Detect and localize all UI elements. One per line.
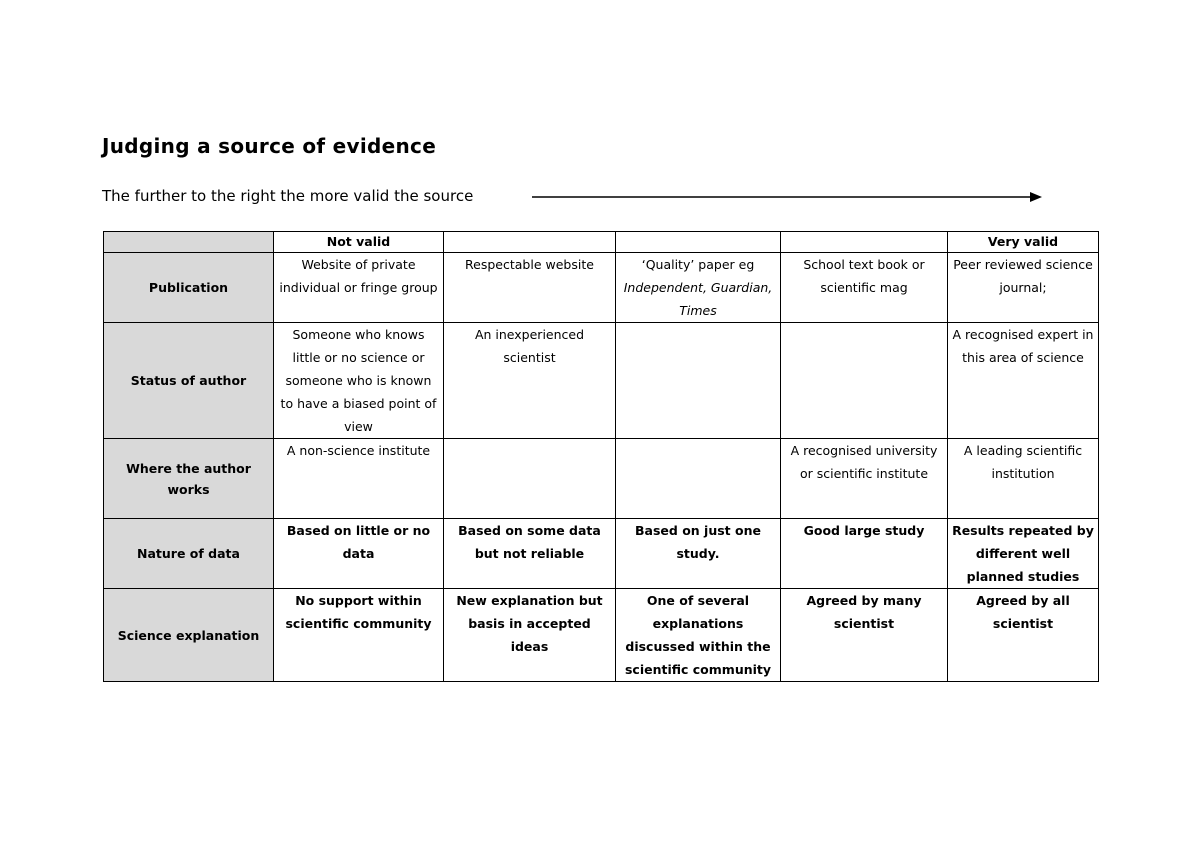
table-cell: Good large study [781, 519, 948, 589]
table-cell: A non-science institute [274, 439, 444, 519]
right-arrow-icon [532, 191, 1042, 203]
validity-scale [102, 184, 1062, 208]
table-cell [444, 439, 616, 519]
table-row-science-explanation [104, 589, 1099, 682]
table-cell: A recognised university or scientific institute [781, 439, 948, 519]
table-cell [616, 253, 781, 323]
table-cell: Agreed by all scientist [948, 589, 1099, 682]
header-not-valid: Not valid [274, 232, 444, 253]
table-cell [616, 323, 781, 439]
table-cell: A recognised expert in this area of science [948, 323, 1099, 439]
table-cell: Agreed by many scientist [781, 589, 948, 682]
evidence-validity-table [103, 231, 1099, 682]
table-cell [781, 323, 948, 439]
header-very-valid: Very valid [948, 232, 1099, 253]
table-cell: One of several explanations discussed within the scientific community [616, 589, 781, 682]
header-cell [616, 232, 781, 253]
table-cell: School text book or scientific mag [781, 253, 948, 323]
header-cell [444, 232, 616, 253]
row-label-status-of-author: Status of author [104, 323, 274, 439]
header-corner-cell [104, 232, 274, 253]
document-title: Judging a source of evidence [102, 134, 437, 158]
header-cell [781, 232, 948, 253]
table-cell: Peer reviewed science journal; [948, 253, 1099, 323]
table-cell: Someone who knows little or no science or someone who is known to have a biased point of view [274, 323, 444, 439]
table-cell: A leading scientific institution [948, 439, 1099, 519]
row-label-publication: Publication [104, 253, 274, 323]
row-label-science-explanation: Science explanation [104, 589, 274, 682]
table-row-publication [104, 253, 1099, 323]
table-cell [616, 439, 781, 519]
table-cell: Website of private individual or fringe group [274, 253, 444, 323]
row-label-where-author-works: Where the author works [104, 439, 274, 519]
table-cell: An inexperienced scientist [444, 323, 616, 439]
table-cell: Respectable website [444, 253, 616, 323]
table-cell: Based on just one study. [616, 519, 781, 589]
row-label-nature-of-data: Nature of data [104, 519, 274, 589]
table-cell: Results repeated by different well planned studies [948, 519, 1099, 589]
table-cell: Based on some data but not reliable [444, 519, 616, 589]
table-row-status-of-author [104, 323, 1099, 439]
cell-text: ‘Quality’ paper eg [641, 257, 755, 272]
table-cell: Based on little or no data [274, 519, 444, 589]
table-row-nature-of-data [104, 519, 1099, 589]
table-cell: New explanation but basis in accepted ideas [444, 589, 616, 682]
cell-italic-text: Independent, Guardian, Times [623, 280, 773, 318]
validity-scale-caption: The further to the right the more valid the source [102, 187, 474, 205]
table-header-row [104, 232, 1099, 253]
table-cell: No support within scientific community [274, 589, 444, 682]
table-row-where-author-works [104, 439, 1099, 519]
